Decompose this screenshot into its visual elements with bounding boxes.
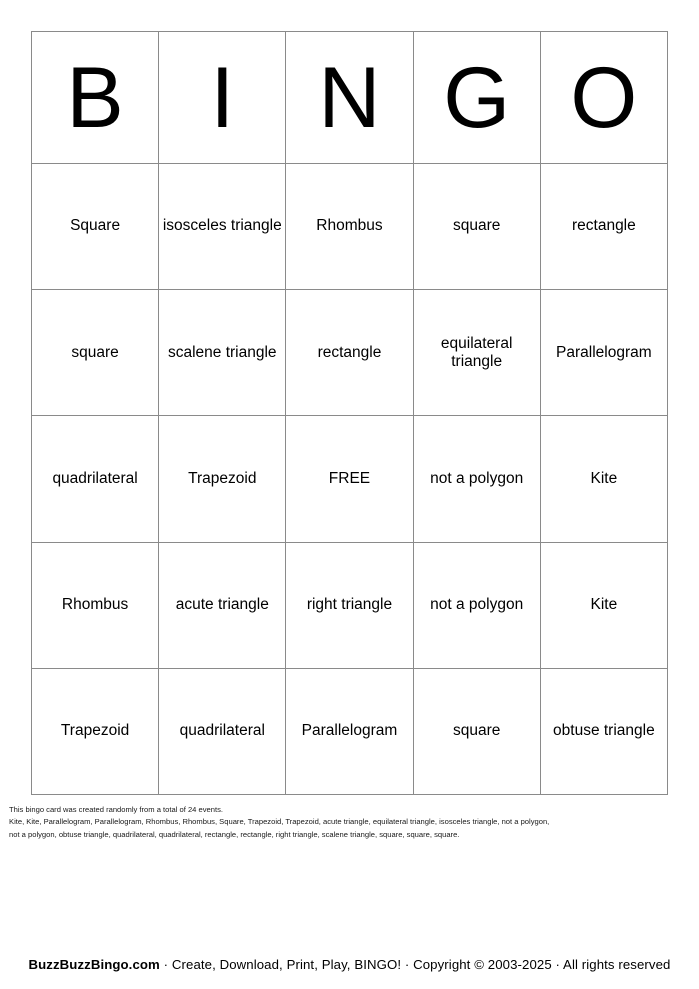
bingo-cell-label: Trapezoid: [60, 722, 130, 740]
bingo-header-row: [32, 32, 668, 164]
bingo-cell-label: right triangle: [306, 596, 393, 614]
bingo-cell-label: Kite: [590, 469, 618, 487]
header-letter-n: N: [286, 32, 413, 164]
bingo-cell[interactable]: [413, 668, 540, 794]
bingo-cell[interactable]: [32, 542, 159, 668]
bingo-cell[interactable]: [286, 542, 413, 668]
disclaimer-line-2: Kite, Kite, Parallelogram, Parallelogram, Rhombus, Rhombus, Square, Trapezoid, Trapezoid, acute triangle, equilateral triangle, isosceles triangle, not a polygon,: [9, 817, 550, 827]
bingo-cell[interactable]: [413, 164, 540, 290]
bingo-cell-label: rectangle: [317, 343, 382, 361]
bingo-cell-label: FREE: [328, 469, 371, 487]
bingo-cell-label: square: [71, 343, 119, 361]
bingo-cell-label: scalene triangle: [167, 343, 277, 361]
disclaimer-line-1: This bingo card was created randomly from a total of 24 events.: [9, 805, 223, 814]
bingo-cell[interactable]: [540, 164, 667, 290]
bingo-row: [32, 668, 668, 794]
bingo-cell[interactable]: [159, 290, 286, 416]
bingo-cell-label: Square: [70, 217, 121, 235]
bingo-cell[interactable]: [159, 416, 286, 542]
bingo-row: [32, 164, 668, 290]
header-letter-o: O: [540, 32, 667, 164]
header-letter-i: I: [159, 32, 286, 164]
bingo-cell-label: Trapezoid: [188, 469, 257, 487]
bingo-cell[interactable]: [32, 290, 159, 416]
bingo-cell-label: Parallelogram: [556, 343, 652, 361]
bingo-cell[interactable]: [413, 290, 540, 416]
page-footer: [0, 957, 699, 972]
bingo-cell[interactable]: [159, 164, 286, 290]
bingo-cell-label: not a polygon: [430, 596, 524, 614]
bingo-cell-label: equilateral triangle: [440, 334, 513, 370]
bingo-cell[interactable]: [159, 542, 286, 668]
bingo-row: [32, 416, 668, 542]
card-disclaimer: [9, 804, 691, 841]
bingo-cell[interactable]: [540, 290, 667, 416]
bingo-cell-label: not a polygon: [430, 469, 524, 487]
disclaimer-line-3: not a polygon, obtuse triangle, quadrilateral, quadrilateral, rectangle, rectangle, right triangle, scalene triangle, square, square, square.: [9, 829, 460, 839]
bingo-cell[interactable]: [540, 542, 667, 668]
header-letter-b: B: [32, 32, 159, 164]
bingo-cell-label: Kite: [590, 596, 618, 614]
bingo-card: [31, 31, 668, 795]
bingo-cell[interactable]: [413, 416, 540, 542]
bingo-cell-label: Rhombus: [61, 596, 129, 614]
bingo-cell-label: acute triangle: [175, 596, 269, 614]
bingo-cell-label: square: [452, 722, 501, 740]
bingo-grid: [31, 31, 668, 795]
bingo-cell-label: Rhombus: [316, 217, 383, 235]
bingo-cell-label: Parallelogram: [301, 722, 398, 740]
header-letter-g: G: [413, 32, 540, 164]
footer-brand[interactable]: BuzzBuzzBingo.com: [28, 957, 160, 972]
bingo-row: [32, 290, 668, 416]
bingo-row: [32, 542, 668, 668]
bingo-cell-label: quadrilateral: [179, 722, 265, 740]
bingo-cell[interactable]: [540, 416, 667, 542]
bingo-cell-label: quadrilateral: [52, 469, 138, 487]
bingo-cell-label: square: [452, 217, 501, 235]
footer-tagline: · Create, Download, Print, Play, BINGO! · Copyright © 2003-2025 · All rights reserved: [159, 957, 671, 972]
bingo-cell[interactable]: [32, 416, 159, 542]
bingo-cell[interactable]: [540, 668, 667, 794]
bingo-cell-label: obtuse triangle: [553, 722, 655, 740]
bingo-cell-label: isosceles triangle: [162, 217, 282, 235]
bingo-cell[interactable]: [286, 164, 413, 290]
bingo-cell[interactable]: [159, 668, 286, 794]
bingo-cell[interactable]: [413, 542, 540, 668]
bingo-cell-free[interactable]: [286, 416, 413, 542]
bingo-cell[interactable]: [286, 290, 413, 416]
bingo-cell[interactable]: [32, 668, 159, 794]
bingo-cell[interactable]: [286, 668, 413, 794]
bingo-cell-label: rectangle: [571, 217, 636, 235]
bingo-cell[interactable]: [32, 164, 159, 290]
